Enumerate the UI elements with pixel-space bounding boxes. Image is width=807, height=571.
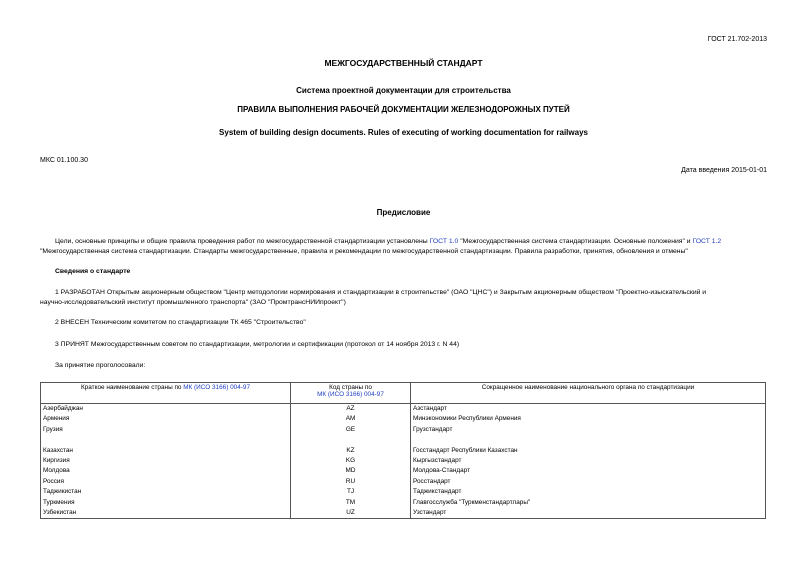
foreword-heading: Предисловие bbox=[376, 208, 431, 217]
country-cell: Молдова bbox=[41, 466, 291, 476]
country-cell: Узбекистан bbox=[41, 508, 291, 519]
code-cell bbox=[291, 435, 411, 445]
code-cell: RU bbox=[291, 477, 411, 487]
header-text: Код страны по bbox=[329, 384, 372, 391]
foreword-paragraph-line-2: "Межгосударственная система стандартизации. Стандарты межгосударственные, правила и рекомендации по межгосударственной стандартизации. Правила разработки, принятия, обновления и отмены" bbox=[40, 248, 688, 255]
table-row bbox=[41, 446, 766, 456]
paragraph-text: "Межгосударственная система стандартизации. Основные положения" и bbox=[458, 238, 693, 245]
table-row bbox=[41, 466, 766, 476]
body-cell: Узстандарт bbox=[411, 508, 766, 519]
country-cell: Казахстан bbox=[41, 446, 291, 456]
header-text: Краткое наименование страны по bbox=[80, 384, 184, 391]
body-cell bbox=[411, 435, 766, 445]
standard-info-heading: Сведения о стандарте bbox=[55, 268, 131, 275]
body-cell: Грузстандарт bbox=[411, 425, 766, 435]
document-main-title: ПРАВИЛА ВЫПОЛНЕНИЯ РАБОЧЕЙ ДОКУМЕНТАЦИИ ЖЕЛЕЗНОДОРОЖНЫХ ПУТЕЙ bbox=[237, 105, 570, 114]
country-cell: Азербайджан bbox=[41, 404, 291, 415]
body-cell: Кыргызстандарт bbox=[411, 456, 766, 466]
code-cell: AZ bbox=[291, 404, 411, 415]
table-row bbox=[41, 425, 766, 435]
country-cell: Туркмения bbox=[41, 498, 291, 508]
body-cell: Росстандарт bbox=[411, 477, 766, 487]
code-cell: MD bbox=[291, 466, 411, 476]
header-country-name bbox=[41, 383, 291, 404]
body-cell: Таджикстандарт bbox=[411, 487, 766, 497]
code-cell: TM bbox=[291, 498, 411, 508]
english-title: System of building design documents. Rules of executing of working documentation for railways bbox=[219, 128, 588, 137]
table-row bbox=[41, 508, 766, 519]
foreword-paragraph-line-1 bbox=[55, 238, 721, 245]
item-2: 2 ВНЕСЕН Техническим комитетом по стандартизации ТК 465 "Строительство" bbox=[55, 319, 306, 326]
gost-1-2-link[interactable]: ГОСТ 1.2 bbox=[692, 238, 722, 245]
table-row bbox=[41, 404, 766, 415]
item-3: 3 ПРИНЯТ Межгосударственным советом по стандартизации, метрологии и сертификации (протокол от 14 ноября 2013 г. N 44) bbox=[55, 341, 460, 348]
mk-iso-link[interactable]: МК (ИСО 3166) 004-97 bbox=[183, 384, 251, 391]
table-row bbox=[41, 414, 766, 424]
paragraph-text: Цели, основные принципы и общие правила проведения работ по межгосударственной стандартизации установлены bbox=[55, 238, 430, 245]
table-row bbox=[41, 498, 766, 508]
table-row bbox=[41, 456, 766, 466]
country-cell: Грузия bbox=[41, 425, 291, 435]
country-cell: Россия bbox=[41, 477, 291, 487]
body-cell: Молдова-Стандарт bbox=[411, 466, 766, 476]
item-1-line-1: 1 РАЗРАБОТАН Открытым акционерным обществом "Центр методологии нормирования и стандартизации в строительстве" (ОАО "ЦНС") и Закрытым акционерным обществом "Проектно-изыскательский и bbox=[55, 289, 707, 296]
mks-code: МКС 01.100.30 bbox=[40, 157, 88, 164]
mk-iso-link[interactable]: МК (ИСО 3166) 004-97 bbox=[317, 391, 384, 398]
header-country-code bbox=[291, 383, 411, 404]
voted-for-label: За принятие проголосовали: bbox=[55, 362, 146, 369]
intro-date: Дата введения 2015-01-01 bbox=[681, 167, 767, 174]
table-row bbox=[41, 487, 766, 497]
country-cell: Таджикистан bbox=[41, 487, 291, 497]
code-cell: KG bbox=[291, 456, 411, 466]
table-row bbox=[41, 435, 766, 445]
header-national-body: Сокращенное наименование национального органа по стандартизации bbox=[411, 383, 766, 404]
country-cell bbox=[41, 435, 291, 445]
system-title: Система проектной документации для строительства bbox=[296, 86, 511, 95]
code-cell: AM bbox=[291, 414, 411, 424]
item-1-line-2: научно-исследовательский институт промышленного транспорта" (ЗАО "ПромтрансНИИпроект") bbox=[40, 299, 346, 306]
table-row bbox=[41, 477, 766, 487]
body-cell: Азстандарт bbox=[411, 404, 766, 415]
code-cell: KZ bbox=[291, 446, 411, 456]
code-cell: GE bbox=[291, 425, 411, 435]
country-cell: Армения bbox=[41, 414, 291, 424]
countries-table bbox=[40, 382, 766, 519]
gost-1-0-link[interactable]: ГОСТ 1.0 bbox=[429, 238, 459, 245]
country-cell: Киргизия bbox=[41, 456, 291, 466]
standard-type-heading: МЕЖГОСУДАРСТВЕННЫЙ СТАНДАРТ bbox=[324, 58, 483, 68]
table-header-row bbox=[41, 383, 766, 404]
code-cell: UZ bbox=[291, 508, 411, 519]
code-cell: TJ bbox=[291, 487, 411, 497]
body-cell: Минэкономики Республики Армения bbox=[411, 414, 766, 424]
body-cell: Главгосслужба "Туркменстандартлары" bbox=[411, 498, 766, 508]
gost-number: ГОСТ 21.702-2013 bbox=[707, 36, 767, 43]
body-cell: Госстандарт Республики Казахстан bbox=[411, 446, 766, 456]
